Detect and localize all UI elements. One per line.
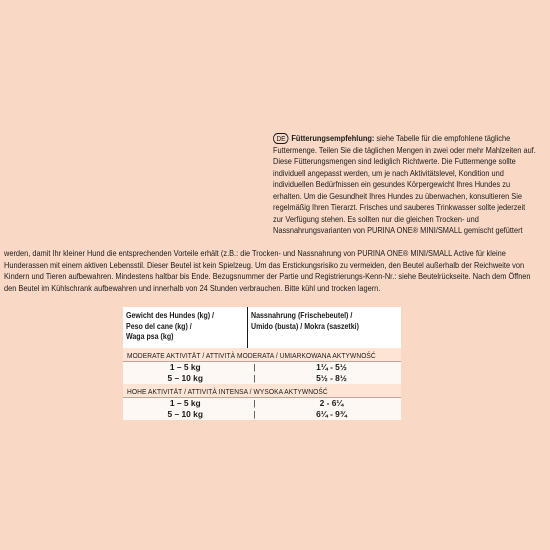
- feeding-text: siehe Tabelle für die empfohlene tägliche: [374, 133, 511, 143]
- amount-cell: 1¼ - 5½: [262, 361, 402, 373]
- table-row: [123, 373, 401, 384]
- table-row: [123, 409, 401, 420]
- weight-cell: 5 – 10 kg: [123, 409, 248, 420]
- feeding-text: individuellen Bedürfnissen ein gesundes Körpergewicht Ihres Hundes zu: [273, 179, 511, 189]
- table-header-row: [123, 307, 401, 348]
- feeding-text: Diese Fütterungsmengen sind lediglich Richtwerte. Die Futtermenge sollte: [273, 156, 516, 166]
- feeding-table: [123, 307, 385, 420]
- feeding-paragraph-continued: [4, 248, 537, 294]
- table-row: [123, 361, 401, 373]
- feeding-text: regelmäßig Ihren Tierarzt. Frisches und sauberes Trinkwasser sollte jederzeit: [273, 202, 526, 212]
- header-line: Nassnahrung (Frischebeutel) /: [251, 311, 353, 320]
- amount-cell: 6¼ - 9¾: [262, 409, 402, 420]
- feeding-text: individuell angepasst werden, um je nach Aktivitätslevel, Kondition und: [273, 167, 504, 178]
- separator: |: [248, 361, 262, 373]
- continued-text: Kindern und Tieren aufbewahren. Mindestens haltbar bis Ende. Bezugsnummer der Partie und Registrierungs-Kenn-Nr.: siehe Beutelrückseite. Nach dem Öffnen: [4, 271, 531, 281]
- feeding-heading: Fütterungsempfehlung:: [291, 133, 375, 143]
- weight-cell: 5 – 10 kg: [123, 373, 248, 384]
- section-label: MODERATE AKTIVITÄT / ATTIVITÀ MODERATA / UMIARKOWANA AKTYWNOŚĆ: [127, 350, 376, 360]
- continued-text: Hunderassen mit einem aktiven Lebensstil. Dieser Beutel ist kein Spielzeug. Um das Erstickungsrisiko zu vermeiden, den Beutel außerhalb der Reichweite von: [4, 259, 525, 270]
- separator: |: [248, 397, 262, 409]
- header-line: Peso del cane (kg) /: [126, 321, 192, 331]
- header-line: Waga psa (kg): [126, 332, 174, 341]
- header-line: Gewicht des Hundes (kg) /: [126, 311, 215, 320]
- table-row: [123, 397, 401, 409]
- weight-cell: 1 – 5 kg: [123, 397, 248, 409]
- feeding-text: zur Verfügung stehen. Es sollten nur die gleichen Trocken- und: [273, 213, 479, 224]
- separator: |: [248, 409, 262, 420]
- continued-text: den Beutel im Kühlschrank aufbewahren und innerhalb von 24 Stunden verbrauchen. Bitte kühl und trocken lagern.: [4, 282, 381, 293]
- continued-text: werden, damit Ihr kleiner Hund die entsprechenden Vorteile erhält (z.B.: die Trocken- und Nassnahrung von PURINA ONE® MINI/SMALL Active für kleine: [4, 248, 506, 258]
- header-line: Umido (busta) / Mokra (saszetki): [251, 321, 359, 331]
- feeding-text: erhalten. Um die Gesundheit Ihres Hundes zu überwachen, konsultieren Sie: [273, 190, 522, 201]
- section-moderate-activity: [123, 348, 401, 362]
- amount-cell: 2 - 6¼: [262, 397, 402, 409]
- section-label: HOHE AKTIVITÄT / ATTIVITÀ INTENSA / WYSOKA AKTYWNOŚĆ: [127, 386, 328, 396]
- feeding-text: Futtermenge. Teilen Sie die täglichen Mengen in zwei oder mehr Mahlzeiten auf.: [273, 144, 536, 155]
- separator: |: [248, 373, 262, 384]
- weight-cell: 1 – 5 kg: [123, 361, 248, 373]
- feeding-line-1: [273, 133, 540, 145]
- feeding-paragraph: [273, 133, 540, 237]
- wet-food-column-header: [248, 307, 402, 348]
- section-high-activity: [123, 384, 401, 398]
- amount-cell: 5½ - 8½: [262, 373, 402, 384]
- language-badge: DE: [273, 133, 289, 144]
- feeding-text: Nassnahrungsvarianten von PURINA ONE® MINI/SMALL gemischt gefüttert: [273, 225, 523, 235]
- weight-column-header: [123, 307, 248, 348]
